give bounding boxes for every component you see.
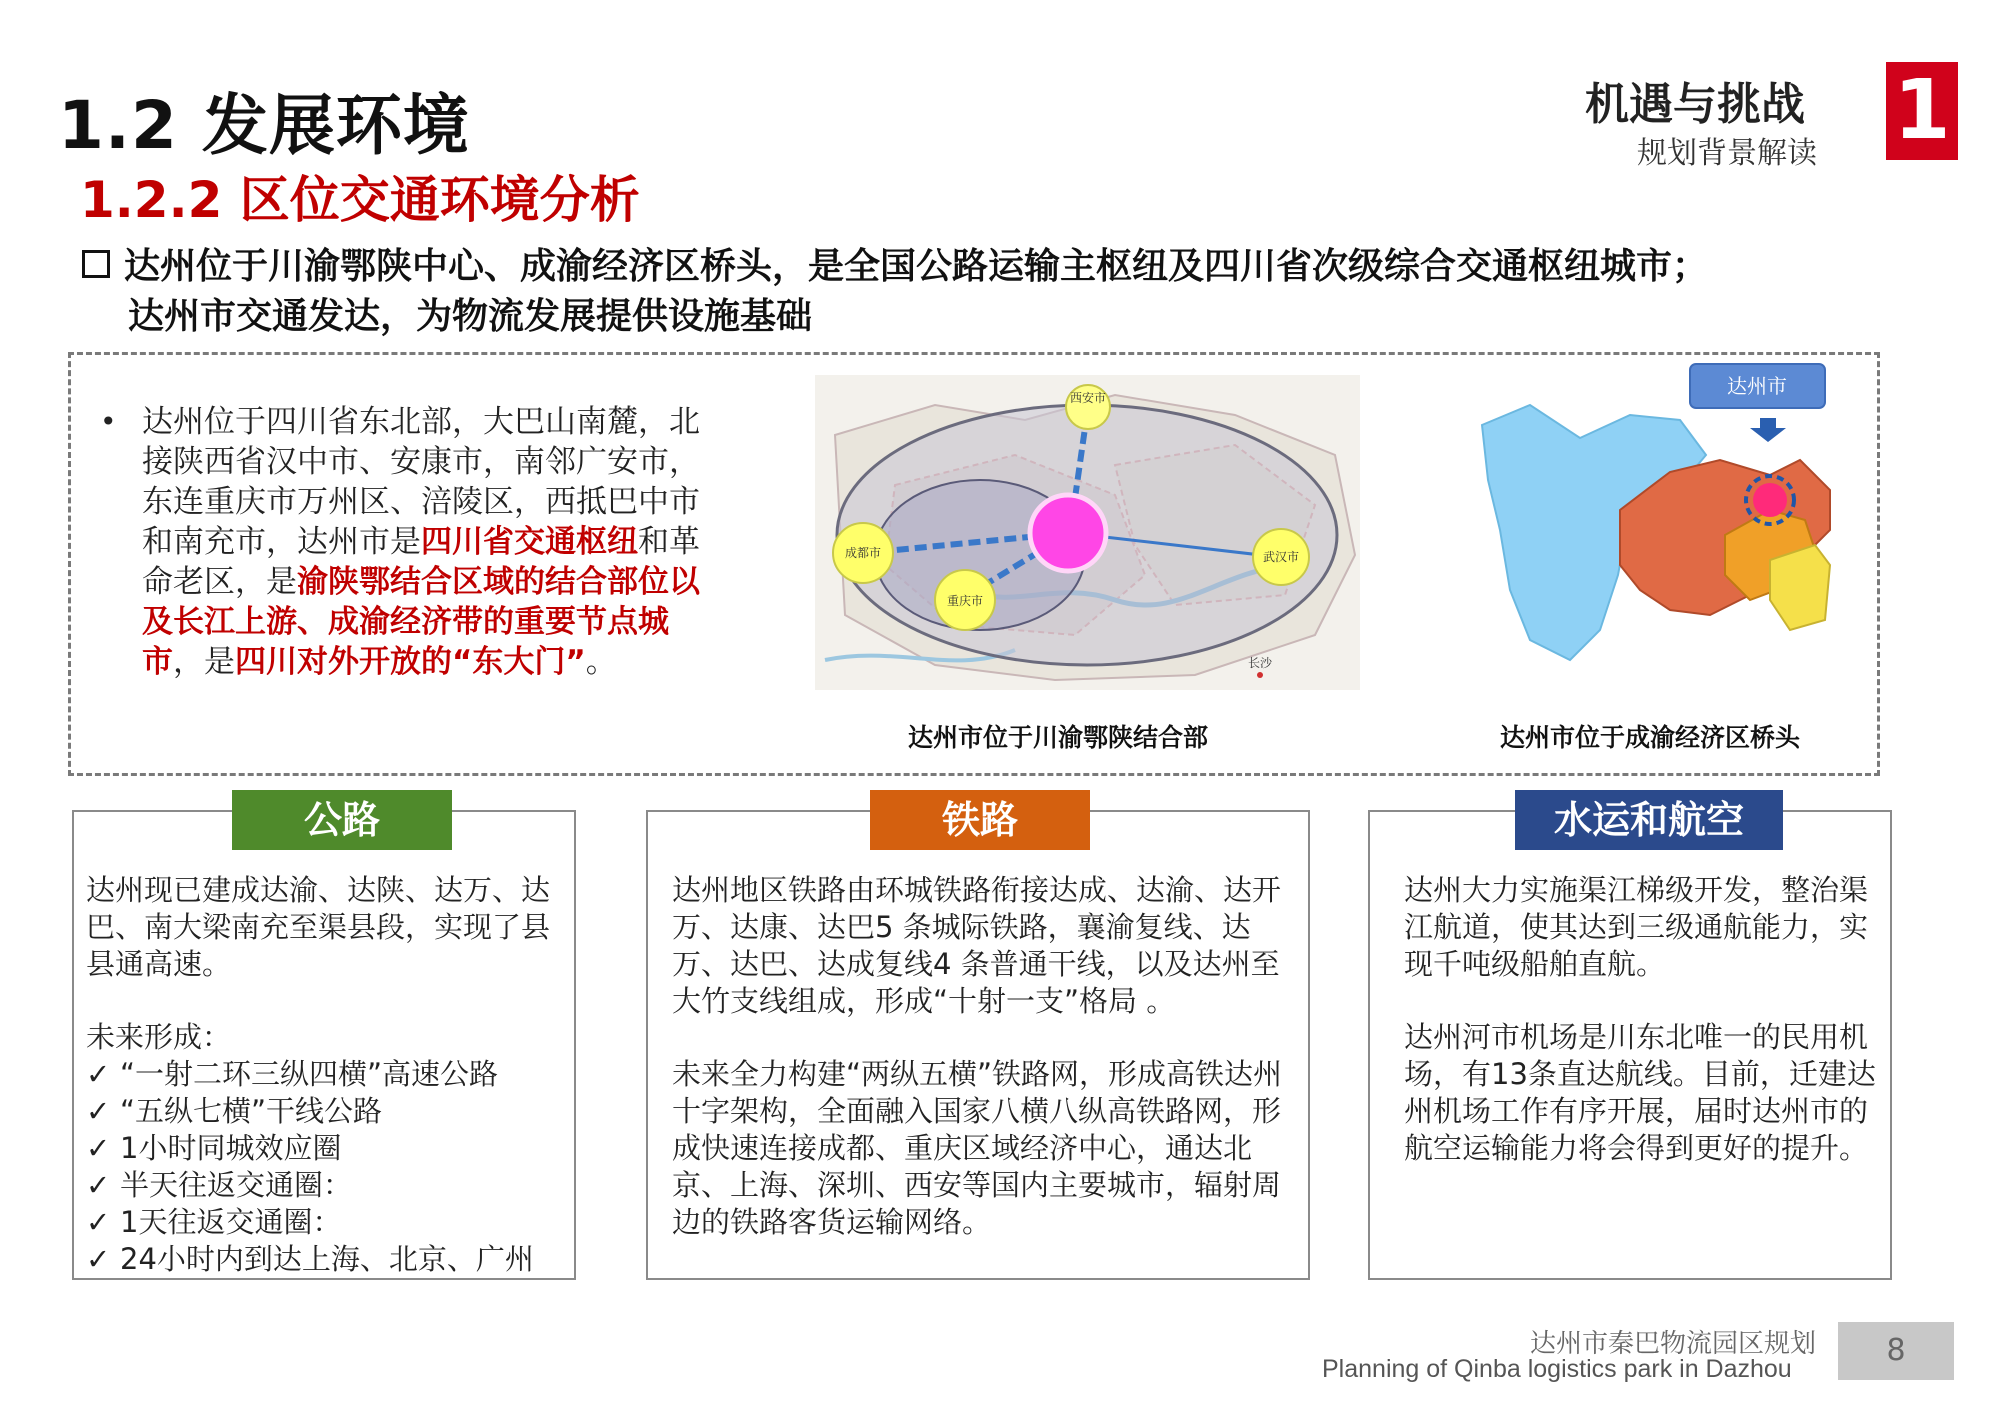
province-map bbox=[1470, 360, 1845, 670]
regional-map bbox=[815, 375, 1360, 690]
road-tag: 公路 bbox=[232, 790, 452, 850]
regional-map-graphic bbox=[815, 375, 1360, 690]
callout-dazhou: 达州市 bbox=[1727, 374, 1787, 398]
section-subtitle: 规划背景解读 bbox=[1637, 136, 1817, 171]
check-icon: ✓ bbox=[86, 1205, 111, 1239]
water-air-content bbox=[1404, 872, 1878, 1167]
province-map-graphic bbox=[1470, 360, 1845, 670]
page-subtitle: 1.2.2 区位交通环境分析 bbox=[80, 171, 640, 229]
province-map-caption: 达州市位于成渝经济区桥头 bbox=[1500, 723, 1801, 752]
lead-statement bbox=[82, 242, 1942, 342]
lead-line-2: 达州市交通发达，为物流发展提供设施基础 bbox=[128, 296, 813, 337]
square-bullet-icon bbox=[82, 250, 110, 278]
map-label-xian: 西安市 bbox=[1069, 391, 1107, 405]
section-number-badge: 1 bbox=[1886, 62, 1958, 160]
water-transport: 达州大力实施渠江梯级开发，整治渠江航道，使其达到三级通航能力，实现千吨级船舶直航。 bbox=[1404, 873, 1869, 981]
road-current: 达州现已建成达渝、达陕、达万、达巴、南大梁南充至渠县段，实现了县县通高速。 bbox=[86, 873, 551, 981]
regional-map-caption: 达州市位于川渝鄂陕结合部 bbox=[908, 723, 1209, 752]
check-icon: ✓ bbox=[86, 1242, 111, 1276]
road-check-item: ✓ 24小时内到达上海、北京、广州 bbox=[86, 1242, 534, 1276]
intro-paragraph: 达州位于四川省东北部，大巴山南麓，北接陕西省汉中市、安康市，南邻广安市，东连重庆市万州区、涪陵区，西抵巴中市和南充市，达州市是四川省交通枢纽和革命老区，是渝陕鄂结合区域的结合部位以及长江上游、成渝经济带的重要节点城市，是四川对外开放的“东大门”。 bbox=[142, 404, 700, 680]
map-label-chengdu: 成都市 bbox=[844, 546, 882, 560]
footer-project-en: Planning of Qinba logistics park in Dazhou bbox=[1322, 1355, 1792, 1383]
rail-future: 未来全力构建“两纵五横”铁路网，形成高铁达州十字架构，全面融入国家八横八纵高铁路网，形成快速连接成都、重庆区域经济中心，通达北京、上海、深圳、西安等国内主要城市，辐射周边的铁路客货运输网络。 bbox=[672, 1057, 1283, 1239]
page-title: 1.2 发展环境 bbox=[58, 87, 470, 164]
road-check-item: ✓ 1小时同城效应圈 bbox=[86, 1131, 342, 1165]
map-label-chongqing: 重庆市 bbox=[946, 594, 984, 608]
bullet-icon: • bbox=[100, 405, 117, 438]
water-air-tag: 水运和航空 bbox=[1515, 790, 1783, 850]
rail-content bbox=[672, 872, 1292, 1241]
check-icon: ✓ bbox=[86, 1168, 111, 1202]
map-label-wuhan: 武汉市 bbox=[1262, 550, 1300, 564]
rail-tag: 铁路 bbox=[870, 790, 1090, 850]
road-content bbox=[86, 872, 566, 1278]
footer-project-cn: 达州市秦巴物流园区规划 bbox=[1530, 1329, 1817, 1359]
road-check-item: ✓ 1天往返交通圈： bbox=[86, 1205, 342, 1239]
check-icon: ✓ bbox=[86, 1131, 111, 1165]
air-transport: 达州河市机场是川东北唯一的民用机场，有13条直达航线。目前，迁建达州机场工作有序开展，届时达州市的航空运输能力将会得到更好的提升。 bbox=[1404, 1020, 1876, 1165]
lead-line-1: 达州位于川渝鄂陕中心、成渝经济区桥头，是全国公路运输主枢纽及四川省次级综合交通枢纽城市； bbox=[82, 242, 1942, 292]
road-check-item: ✓ 半天往返交通圈： bbox=[86, 1168, 353, 1202]
road-check-item: ✓ “五纵七横”干线公路 bbox=[86, 1094, 383, 1128]
location-intro bbox=[100, 402, 720, 682]
check-icon: ✓ bbox=[86, 1057, 111, 1091]
map-label-changsha: 长沙 bbox=[1247, 656, 1273, 670]
rail-current: 达州地区铁路由环城铁路衔接达成、达渝、达开万、达康、达巴5 条城际铁路，襄渝复线、达万、达巴、达成复线4 条普通干线，以及达州至大竹支线组成，形成“十射一支”格局 。 bbox=[672, 873, 1282, 1018]
page-number: 8 bbox=[1838, 1322, 1954, 1380]
road-check-item: ✓ “一射二环三纵四横”高速公路 bbox=[86, 1057, 499, 1091]
section-title: 机遇与挑战 bbox=[1585, 79, 1805, 130]
check-icon: ✓ bbox=[86, 1094, 111, 1128]
road-future-label: 未来形成： bbox=[86, 1020, 232, 1054]
